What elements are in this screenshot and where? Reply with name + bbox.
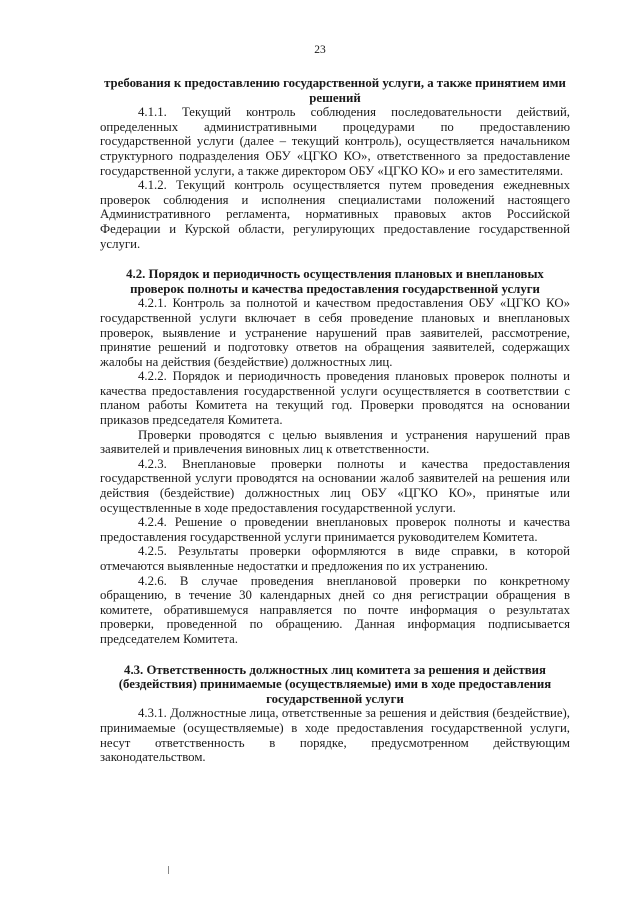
paragraph-4-1-2: 4.1.2. Текущий контроль осуществляется путем проведения ежедневных проверок соблюдения и исполнения специалистами положений настоящего Административного регламента, нормативных правовых актов Российской Федерации и Курской области, регулирующих предоставление государственной услуги. <box>100 178 570 251</box>
document-body <box>100 76 570 765</box>
paragraph-4-2-2: 4.2.2. Порядок и периодичность проведения плановых проверок полноты и качества предоставления государственной услуги осуществляется в соответствии с планом работы Комитета на текущий год. Проверки проводятся на основании приказов председателя Комитета. <box>100 369 570 428</box>
spacer <box>100 647 570 663</box>
paragraph-4-1-1: 4.1.1. Текущий контроль соблюдения последовательности действий, определенных административными процедурами по предоставлению государственной услуги (далее – текущий контроль), осуществляется начальником структурного подразделения ОБУ «ЦГКО КО», ответственного за предоставление государственной услуги, а также директором ОБУ «ЦГКО КО» и его заместителями. <box>100 105 570 178</box>
paragraph-4-2-5: 4.2.5. Результаты проверки оформляются в виде справки, в которой отмечаются выявленные недостатки и предложения по их устранению. <box>100 544 570 573</box>
scan-artifact-mark <box>168 866 169 874</box>
page-number: 23 <box>314 44 326 56</box>
paragraph-4-2-4: 4.2.4. Решение о проведении внеплановых проверок полноты и качества предоставления государственной услуги принимается руководителем Комитета. <box>100 515 570 544</box>
paragraph-4-3-1: 4.3.1. Должностные лица, ответственные за решения и действия (бездействие), принимаемые (осуществляемые) в ходе предоставления государственной услуги, несут ответственность в порядке, предусмотренном действующим законодательством. <box>100 706 570 765</box>
section-4-3-heading: 4.3. Ответственность должностных лиц комитета за решения и действия (бездействия) принимаемые (осуществляемые) ими в ходе предоставления государственной услуги <box>118 662 552 706</box>
paragraph-4-2-6: 4.2.6. В случае проведения внеплановой проверки по конкретному обращению, в течение 30 календарных дней со дня регистрации обращения в комитете, обратившемуся направляется по почте информация о результатах проверки, проведенной по обращению. Данная информация подписывается председателем Комитета. <box>100 573 570 646</box>
paragraph-checks-purpose: Проверки проводятся с целью выявления и устранения нарушений прав заявителей и привлечения виновных лиц к ответственности. <box>100 427 570 457</box>
section-4-2-heading: 4.2. Порядок и периодичность осуществления плановых и внеплановых проверок полноты и качества предоставления государственной услуги <box>126 267 544 296</box>
paragraph-4-2-1: 4.2.1. Контроль за полнотой и качеством предоставления ОБУ «ЦГКО КО» государственной услуги включает в себя проведение плановых и внеплановых проверок, выявление и устранение нарушений прав заявителей, рассмотрение, принятие решений и подготовку ответов на обращения заявителей, содержащих жалобы на действия (бездействие) должностных лиц. <box>100 296 570 369</box>
section-4-1-heading-continued: требования к предоставлению государственной услуги, а также принятием ими решений <box>104 76 566 105</box>
paragraph-4-2-3: 4.2.3. Внеплановые проверки полноты и качества предоставления государственной услуги проводятся на основании жалоб заявителей на решения или действия (бездействие) должностных лиц ОБУ «ЦГКО КО», принятые или осуществленные в ходе предоставления государственной услуги. <box>100 456 570 515</box>
spacer <box>100 251 570 267</box>
